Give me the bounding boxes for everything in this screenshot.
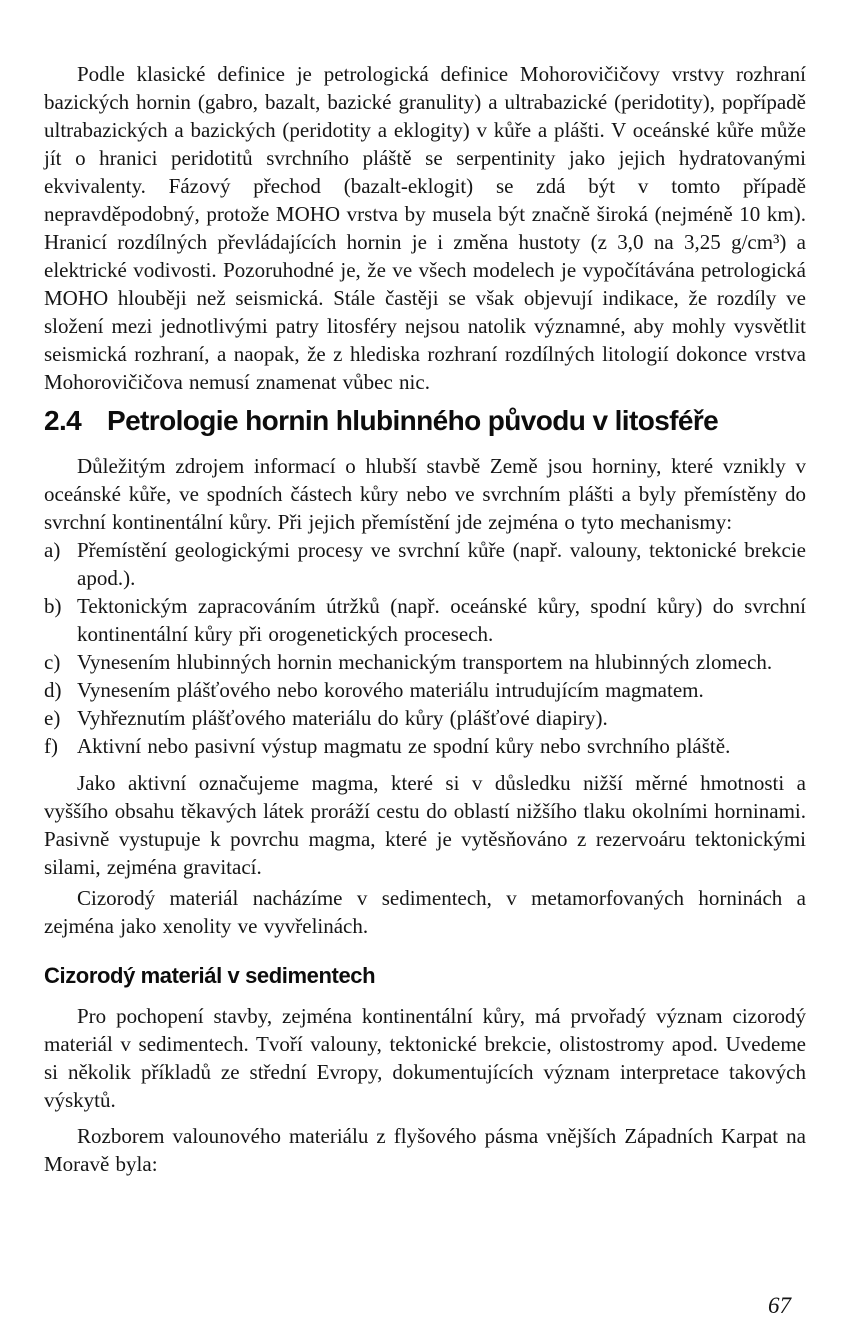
paragraph-moho-definition: Podle klasické definice je petrologická definice Mohorovičičovy vrstvy rozhraní bazických hornin (gabro, bazalt, bazické granulity) a ultrabazické (peridotity), popřípadě ultrabazických a bazických (peridotity a eklogity) v kůře a plášti. V oceánské kůře může jít o hranici peridotitů svrchního pláště se serpentinity jako jejich hydratovanými ekvivalenty. Fázový přechod (bazalt-eklogit) se zdá být v tomto případě nepravděpodobný, protože MOHO vrstva by musela být značně široká (nejméně 10 km). Hranicí rozdílných převládajících hornin je i změna hustoty (z 3,0 na 3,25 g/cm³) a elektrické vodivosti. Pozoruhodné je, že ve všech modelech je vypočítávána petrologická MOHO hlouběji než seismická. Stále častěji se však objevují indikace, že rozdíly ve složení mezi jednotlivými patry litosféry nejsou natolik významné, aby mohly vysvětlit seismická rozhraní, a naopak, že z hlediska rozhraní rozdílných litologií dokonce vrstva Mohorovičičova nemusí znamenat vůbec nic. [44, 62, 806, 394]
section-heading [44, 403, 806, 439]
list-marker: a) [44, 538, 61, 562]
paragraph-karpaty: Rozborem valounového materiálu z flyšového pásma vnějších Západních Karpat na Moravě byla: [44, 1124, 806, 1176]
list-marker: f) [44, 734, 58, 758]
paragraph-xenolity: Cizorodý materiál nacházíme v sedimentech, v metamorfovaných horninách a zejména jako xenolity ve vyvřelinách. [44, 886, 806, 938]
list-marker: d) [44, 678, 62, 702]
paragraph-intro-mechanisms: Důležitým zdrojem informací o hlubší stavbě Země jsou horniny, které vznikly v oceánské kůře, ve spodních částech kůry nebo ve svrchním plášti a byly přemístěny do svrchní kontinentální kůry. Při jejich přemístění jde zejména o tyto mechanismy: [44, 454, 806, 534]
list-item-f [44, 732, 806, 760]
list-item-a [44, 536, 806, 592]
paragraph-sedimenty: Pro pochopení stavby, zejména kontinentální kůry, má prvořadý význam cizorodý materiál v sedimentech. Tvoří valouny, tektonické brekcie, olistostromy apod. Uvedeme si několik příkladů ze střední Evropy, dokumentujících význam interpretace takových výskytů. [44, 1004, 806, 1112]
section-number: 2.4 [44, 405, 82, 436]
list-item-text: Aktivní nebo pasivní výstup magmatu ze spodní kůry nebo svrchního pláště. [77, 734, 731, 758]
page-number: 67 [768, 1293, 791, 1318]
list-item-text: Přemístění geologickými procesy ve svrchní kůře (např. valouny, tektonické brekcie apod.). [77, 538, 806, 590]
list-marker: e) [44, 706, 61, 730]
list-item-text: Vynesením hlubinných hornin mechanickým transportem na hlubinných zlomech. [77, 650, 773, 674]
section-title: Petrologie hornin hlubinného původu v litosféře [107, 405, 719, 436]
list-item-e [44, 704, 806, 732]
list-item-d [44, 676, 806, 704]
list-item-text: Tektonickým zapracováním útržků (např. oceánské kůry, spodní kůry) do svrchní kontinentální kůry při orogenetických procesech. [77, 594, 806, 646]
list-item-text: Vyhřeznutím plášťového materiálu do kůry (plášťové diapiry). [77, 706, 608, 730]
list-marker: c) [44, 650, 61, 674]
subsection-heading: Cizorodý materiál v sedimentech [44, 963, 376, 988]
list-marker: b) [44, 594, 62, 618]
list-item-b [44, 592, 806, 648]
mechanism-list [44, 536, 806, 760]
paragraph-active-passive-magma: Jako aktivní označujeme magma, které si v důsledku nižší měrné hmotnosti a vyššího obsahu těkavých látek proráží cestu do oblastí nižšího tlaku okolními horninami. Pasivně vystupuje k povrchu magma, které je vytěsňováno z rezervoáru tektonickými silami, zejména gravitací. [44, 771, 806, 879]
list-item-c [44, 648, 806, 676]
list-item-text: Vynesením plášťového nebo korového materiálu intrudujícím magmatem. [77, 678, 704, 702]
